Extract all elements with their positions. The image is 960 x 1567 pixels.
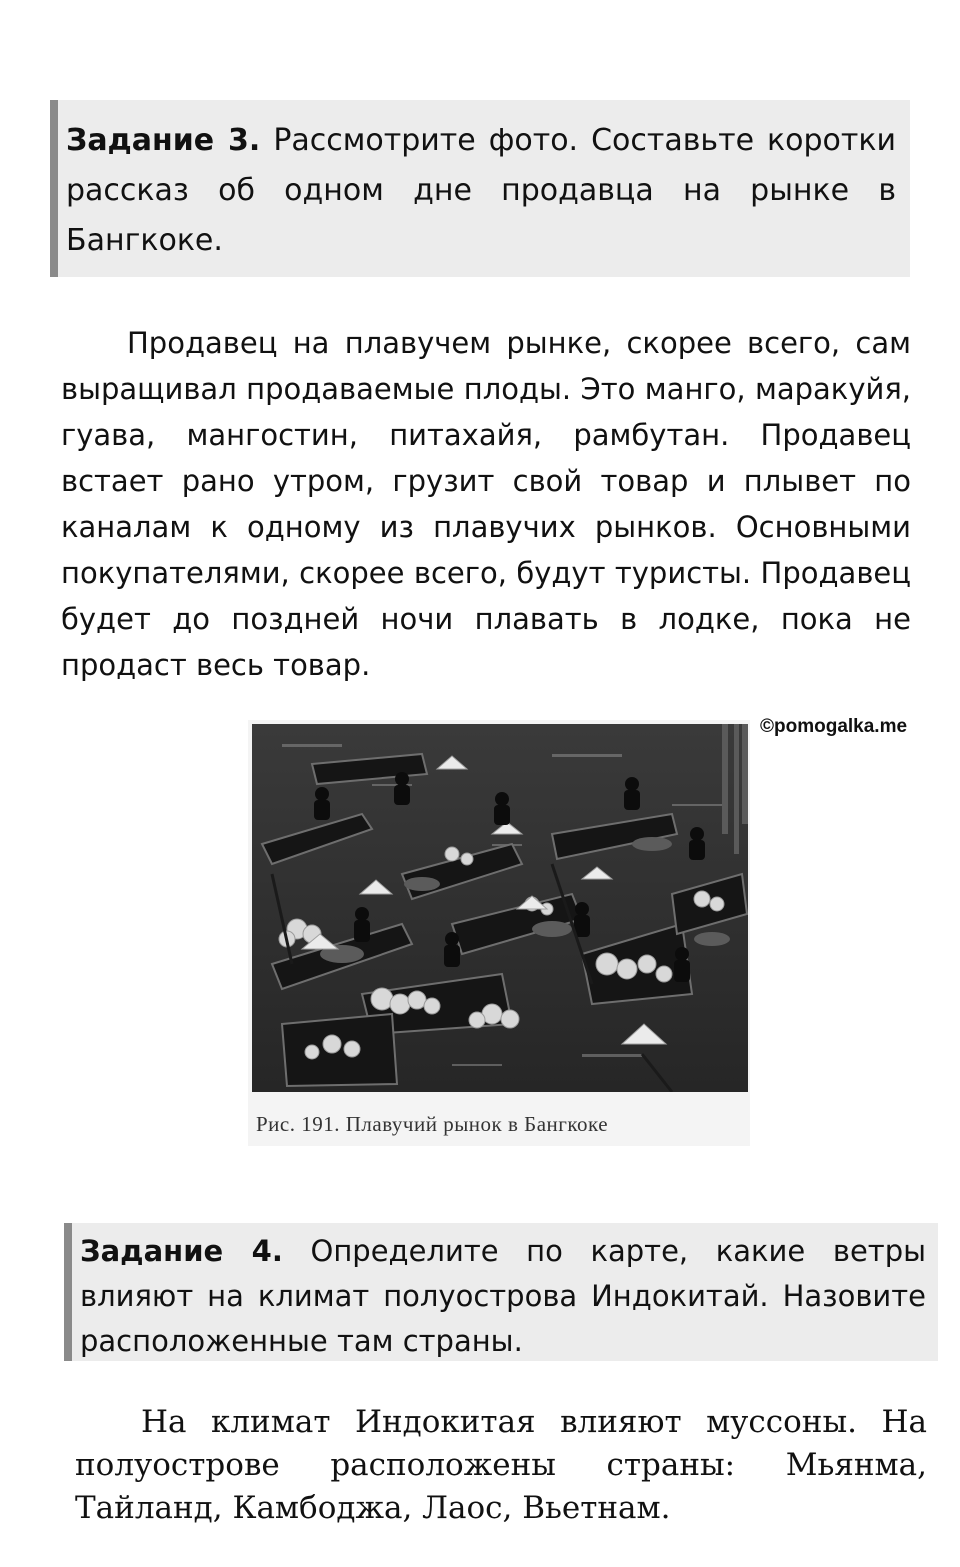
figure-caption: Рис. 191. Плавучий рынок в Бангкоке	[256, 1112, 609, 1136]
task-3-box	[50, 100, 910, 277]
task-4-answer: На климат Индокитая влияют муссоны. На полуострове расположены страны: Мьянма, Тайланд, Камбоджа, Лаос, Вьетнам.	[75, 1404, 927, 1526]
task-4-label: Задание 4.	[80, 1234, 283, 1268]
task-4-text: Определите по карте, какие ветры влияют на климат полуострова Индокитай. Назовите расположенные там страны.	[80, 1234, 926, 1358]
task-4-box	[64, 1223, 938, 1361]
floating-market-photo	[252, 724, 748, 1092]
task-3-label: Задание 3.	[66, 123, 261, 158]
watermark: ©pomogalka.me	[760, 716, 908, 737]
photo-figure	[248, 720, 750, 1146]
task-3-text: Рассмотрите фото. Составьте коротки рассказ об одном дне продавца на рынке в Бангкоке.	[66, 123, 897, 258]
task-3-answer: Продавец на плавучем рынке, скорее всего, сам выращивал продаваемые плоды. Это манго, маракуйя, гуава, мангостин, питахайя, рамбутан. Продавец встает рано утром, грузит свой товар и плывет по каналам к одному из плавучих рынков. Основными покупателями, скорее всего, будут туристы. Продавец будет до поздней ночи плавать в лодке, пока не продаст весь товар.	[61, 326, 911, 682]
